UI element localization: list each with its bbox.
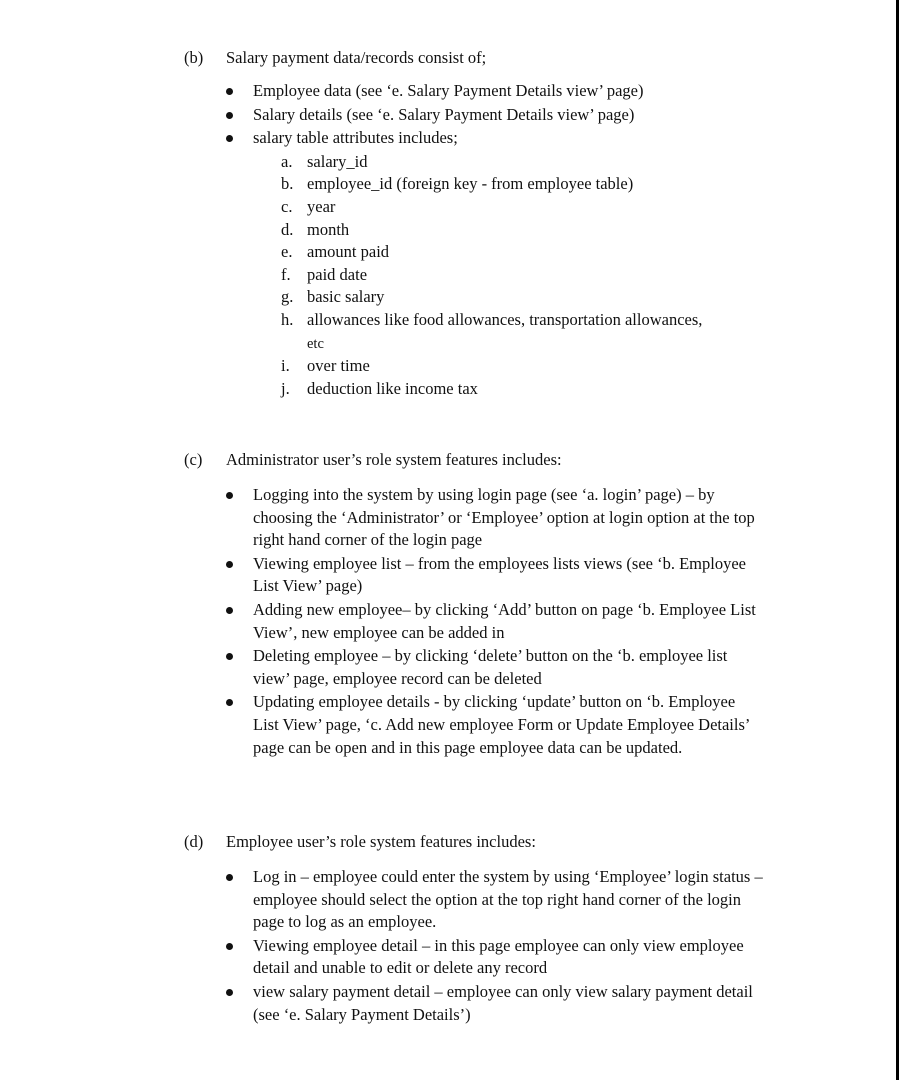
list-item: Salary details (see ‘e. Salary Payment Details view’ page) (0, 104, 763, 127)
bullet-icon (226, 989, 233, 996)
list-item: Deleting employee – by clicking ‘delete’ button on the ‘b. employee list view’ page, employee record can be deleted (0, 645, 763, 690)
list-item: Logging into the system by using login page (see ‘a. login’ page) – by choosing the ‘Administrator’ or ‘Employee’ option at login option at the top right hand corner of the login page (0, 484, 763, 552)
bullet-icon (226, 699, 233, 706)
attribute-item: b. employee_id (foreign key - from employee table) (281, 174, 634, 194)
section-b (0, 46, 880, 400)
section-d-bullet-list (0, 866, 880, 1026)
section-d-letter: (d) (184, 832, 204, 851)
list-item: Viewing employee list – from the employees lists views (see ‘b. Employee List View’ page) (0, 553, 763, 598)
bullet-icon (226, 874, 233, 881)
section-d-title: Employee user’s role system features includes: (226, 832, 536, 851)
attribute-item: d. month (281, 219, 350, 239)
section-b-letter: (b) (184, 48, 204, 67)
section-b-title: Salary payment data/records consist of; (226, 48, 487, 67)
section-c (0, 448, 880, 760)
attribute-item: a. salary_id (281, 151, 368, 171)
bullet-icon (226, 653, 233, 660)
section-d-heading (0, 830, 880, 854)
attribute-item: c. year (281, 196, 336, 216)
bullet-icon (226, 607, 233, 614)
bullet-icon (226, 943, 233, 950)
bullet-icon (226, 112, 233, 119)
section-c-bullet-list (0, 484, 880, 759)
attribute-item: f. paid date (281, 264, 368, 284)
section-d (0, 830, 880, 1027)
attribute-item: g. basic salary (281, 287, 385, 307)
bullet-icon (226, 492, 233, 499)
bullet-icon (226, 561, 233, 568)
list-item: salary table attributes includes; (0, 127, 763, 150)
section-c-heading (0, 448, 880, 472)
list-item: Adding new employee– by clicking ‘Add’ button on page ‘b. Employee List View’, new employee can be added in (0, 599, 763, 644)
salary-attribute-list (0, 151, 880, 401)
section-b-heading (0, 46, 880, 70)
list-item: Employee data (see ‘e. Salary Payment Details view’ page) (0, 80, 763, 103)
list-item: Viewing employee detail – in this page employee can only view employee detail and unable to edit or delete any record (0, 935, 763, 980)
list-item: Log in – employee could enter the system by using ‘Employee’ login status – employee should select the option at the top right hand corner of the login page to log as an employee. (0, 866, 763, 934)
list-item: view salary payment detail – employee can only view salary payment detail (see ‘e. Salary Payment Details’) (0, 981, 763, 1026)
section-c-title: Administrator user’s role system features includes: (226, 450, 562, 469)
attribute-item: j. deduction like income tax (281, 378, 478, 398)
attribute-item: h. allowances like food allowances, transportation allowances, etc (281, 309, 703, 352)
attribute-item: e. amount paid (281, 242, 390, 262)
bullet-icon (226, 88, 233, 95)
bullet-icon (226, 135, 233, 142)
list-item: Updating employee details - by clicking ‘update’ button on ‘b. Employee List View’ page, ‘c. Add new employee Form or Update Employee Details’ page can be open and in this page employee data can be updated. (0, 691, 763, 759)
attribute-item: i. over time (281, 356, 370, 376)
section-c-letter: (c) (184, 450, 203, 469)
section-b-bullet-list (0, 80, 880, 150)
